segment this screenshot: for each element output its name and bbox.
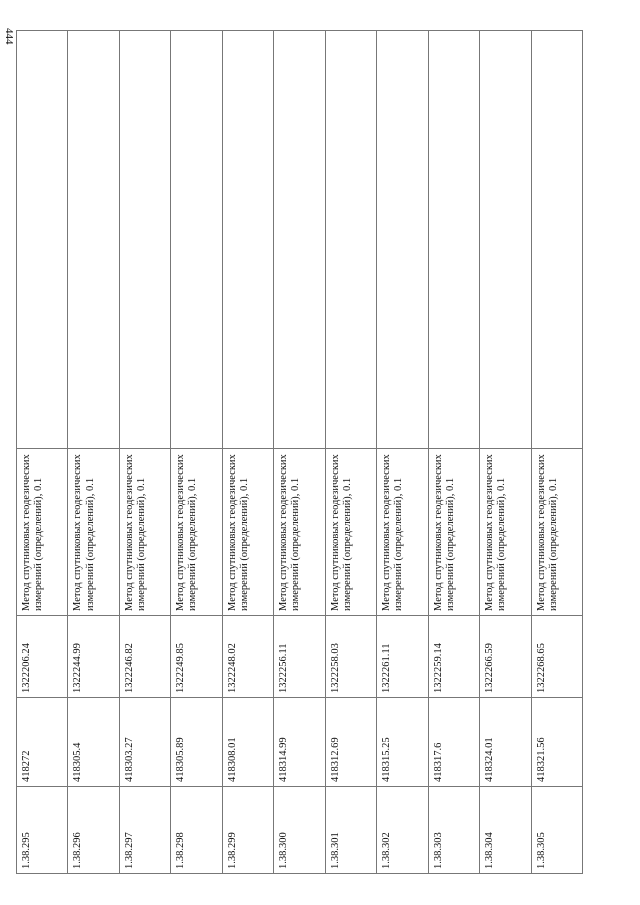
- x-coordinate-cell: 418317.6: [428, 698, 479, 787]
- method-cell: Метод спутниковых геодезических измерений (определений), 0.1: [17, 449, 68, 616]
- table-row: [171, 31, 222, 874]
- point-id-cell: 1.38.303: [428, 787, 479, 874]
- table-row: [222, 31, 273, 874]
- y-coordinate-cell: 1322266.59: [480, 616, 531, 698]
- x-coordinate-cell: 418314.99: [274, 698, 325, 787]
- y-coordinate-cell: 1322261.11: [377, 616, 428, 698]
- empty-cell: [171, 31, 222, 449]
- y-coordinate-cell: 1322256.11: [274, 616, 325, 698]
- y-coordinate-cell: 1322258.03: [325, 616, 376, 698]
- method-cell: Метод спутниковых геодезических измерений (определений), 0.1: [222, 449, 273, 616]
- y-coordinate-cell: 1322249.85: [171, 616, 222, 698]
- x-coordinate-cell: 418312.69: [325, 698, 376, 787]
- table-row: [119, 31, 170, 874]
- x-coordinate-cell: 418305.89: [171, 698, 222, 787]
- method-cell: Метод спутниковых геодезических измерений (определений), 0.1: [531, 449, 582, 616]
- point-id-cell: 1.38.305: [531, 787, 582, 874]
- point-id-cell: 1.38.295: [17, 787, 68, 874]
- coordinates-table: [16, 30, 583, 874]
- point-id-cell: 1.38.296: [68, 787, 119, 874]
- method-cell: Метод спутниковых геодезических измерений (определений), 0.1: [119, 449, 170, 616]
- method-cell: Метод спутниковых геодезических измерений (определений), 0.1: [428, 449, 479, 616]
- point-id-cell: 1.38.301: [325, 787, 376, 874]
- x-coordinate-cell: 418315.25: [377, 698, 428, 787]
- table-row: [480, 31, 531, 874]
- x-coordinate-cell: 418305.4: [68, 698, 119, 787]
- point-id-cell: 1.38.299: [222, 787, 273, 874]
- method-cell: Метод спутниковых геодезических измерений (определений), 0.1: [171, 449, 222, 616]
- empty-cell: [68, 31, 119, 449]
- point-id-cell: 1.38.300: [274, 787, 325, 874]
- table-row: [274, 31, 325, 874]
- point-id-cell: 1.38.302: [377, 787, 428, 874]
- empty-cell: [480, 31, 531, 449]
- table-row: [377, 31, 428, 874]
- x-coordinate-cell: 418303.27: [119, 698, 170, 787]
- point-id-cell: 1.38.304: [480, 787, 531, 874]
- point-id-cell: 1.38.298: [171, 787, 222, 874]
- empty-cell: [222, 31, 273, 449]
- table-row: [531, 31, 582, 874]
- empty-cell: [119, 31, 170, 449]
- empty-cell: [274, 31, 325, 449]
- method-cell: Метод спутниковых геодезических измерений (определений), 0.1: [377, 449, 428, 616]
- table-row: [68, 31, 119, 874]
- method-cell: Метод спутниковых геодезических измерений (определений), 0.1: [274, 449, 325, 616]
- y-coordinate-cell: 1322244.99: [68, 616, 119, 698]
- y-coordinate-cell: 1322248.02: [222, 616, 273, 698]
- table-body: [17, 31, 583, 874]
- method-cell: Метод спутниковых геодезических измерений (определений), 0.1: [68, 449, 119, 616]
- x-coordinate-cell: 418272: [17, 698, 68, 787]
- coordinates-table-rotated: [16, 31, 583, 874]
- x-coordinate-cell: 418324.01: [480, 698, 531, 787]
- y-coordinate-cell: 1322206.24: [17, 616, 68, 698]
- method-cell: Метод спутниковых геодезических измерений (определений), 0.1: [325, 449, 376, 616]
- table-row: [325, 31, 376, 874]
- empty-cell: [531, 31, 582, 449]
- empty-cell: [325, 31, 376, 449]
- method-cell: Метод спутниковых геодезических измерений (определений), 0.1: [480, 449, 531, 616]
- point-id-cell: 1.38.297: [119, 787, 170, 874]
- page-number: 444: [3, 28, 15, 45]
- empty-cell: [428, 31, 479, 449]
- x-coordinate-cell: 418321.56: [531, 698, 582, 787]
- table-row: [428, 31, 479, 874]
- x-coordinate-cell: 418308.01: [222, 698, 273, 787]
- y-coordinate-cell: 1322268.65: [531, 616, 582, 698]
- empty-cell: [377, 31, 428, 449]
- table-row: [17, 31, 68, 874]
- empty-cell: [17, 31, 68, 449]
- y-coordinate-cell: 1322259.14: [428, 616, 479, 698]
- y-coordinate-cell: 1322246.82: [119, 616, 170, 698]
